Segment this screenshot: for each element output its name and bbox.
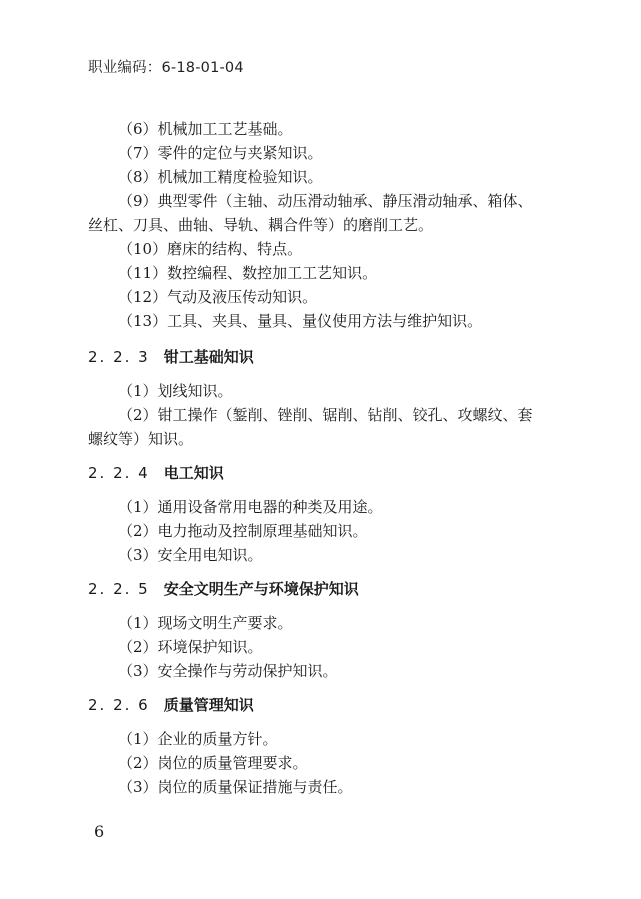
section-heading-2-2-4	[88, 462, 224, 483]
list-item: （2）钳工操作（錾削、锉削、锯削、钻削、铰孔、攻螺纹、套	[118, 406, 533, 424]
list-item: （1）通用设备常用电器的种类及用途。	[118, 498, 383, 516]
list-item: （1）现场文明生产要求。	[118, 614, 293, 632]
section-heading-2-2-5	[88, 578, 359, 599]
list-item: （12）气动及液压传动知识。	[118, 288, 318, 306]
list-item: （8）机械加工精度检验知识。	[118, 168, 323, 186]
section-number: 2. 2. 4	[88, 464, 150, 482]
list-item: （10）磨床的结构、特点。	[118, 240, 303, 258]
list-item: （1）企业的质量方针。	[118, 730, 278, 748]
list-item: （1）划线知识。	[118, 382, 233, 400]
section-heading-2-2-3	[88, 346, 254, 367]
list-item-continuation: 丝杠、刀具、曲轴、导轨、耦合件等）的磨削工艺。	[88, 216, 434, 234]
list-item: （3）安全操作与劳动保护知识。	[118, 662, 338, 680]
section-number: 2. 2. 6	[88, 696, 150, 714]
list-item: （6）机械加工工艺基础。	[118, 120, 293, 138]
list-item: （11）数控编程、数控加工工艺知识。	[118, 264, 378, 282]
section-title: 质量管理知识	[163, 696, 254, 714]
occupation-code-header: 职业编码：6-18-01-04	[88, 60, 244, 76]
list-item: （13）工具、夹具、量具、量仪使用方法与维护知识。	[118, 312, 483, 330]
section-heading-2-2-6	[88, 694, 254, 715]
list-item: （9）典型零件（主轴、动压滑动轴承、静压滑动轴承、箱体、	[118, 192, 533, 210]
section-title: 电工知识	[163, 464, 224, 482]
list-item: （2）电力拖动及控制原理基础知识。	[118, 522, 368, 540]
list-item: （3）岗位的质量保证措施与责任。	[118, 778, 353, 796]
section-title: 安全文明生产与环境保护知识	[163, 580, 359, 598]
section-title: 钳工基础知识	[163, 348, 254, 366]
list-item: （2）环境保护知识。	[118, 638, 263, 656]
section-number: 2. 2. 5	[88, 580, 150, 598]
page-number: 6	[94, 822, 105, 841]
list-item: （7）零件的定位与夹紧知识。	[118, 144, 323, 162]
list-item: （3）安全用电知识。	[118, 546, 263, 564]
section-number: 2. 2. 3	[88, 348, 150, 366]
list-item: （2）岗位的质量管理要求。	[118, 754, 308, 772]
list-item-continuation: 螺纹等）知识。	[88, 430, 194, 448]
